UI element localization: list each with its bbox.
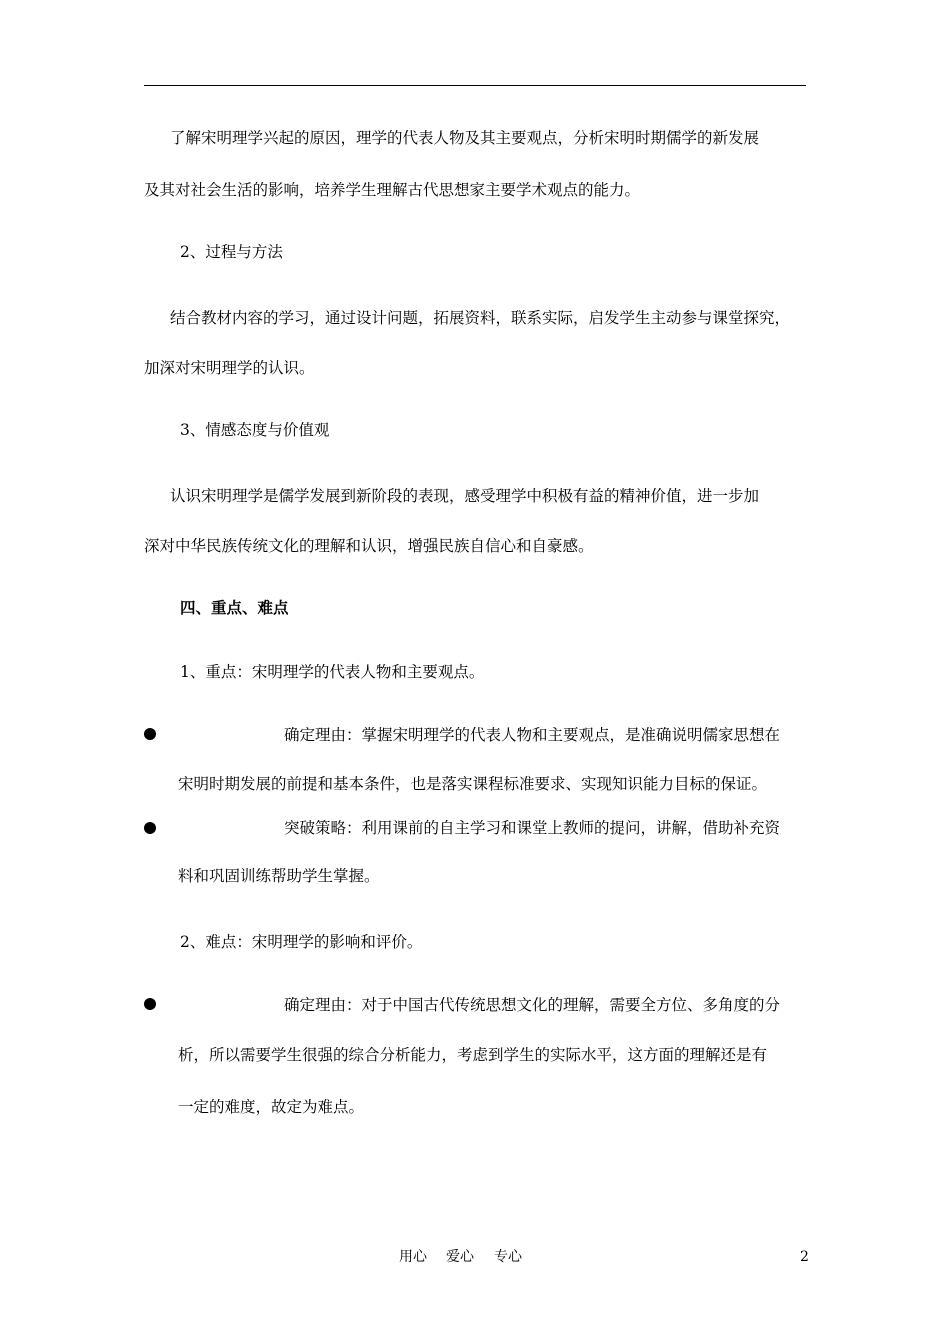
bullet-icon [144, 998, 156, 1010]
objectives-intro-line-2: 及其对社会生活的影响，培养学生理解古代思想家主要学术观点的能力。 [144, 181, 641, 199]
section-heading-key-difficult-points: 四、重点、难点 [180, 598, 289, 617]
difficulty-reason-line-2: 析，所以需要学生很强的综合分析能力，考虑到学生的实际水平，这方面的理解还是有 [178, 1046, 768, 1064]
emotion-values-line-2: 深对中华民族传统文化的理解和认识，增强民族自信心和自豪感。 [144, 537, 594, 555]
process-method-heading: 2、过程与方法 [180, 243, 283, 261]
objectives-intro-line-1: 了解宋明理学兴起的原因，理学的代表人物及其主要观点，分析宋明时期儒学的新发展 [170, 129, 760, 147]
key-point-strategy-line-1: 突破策略：利用课前的自主学习和课堂上教师的提问，讲解，借助补充资 [284, 819, 781, 837]
key-point-reason-line-1: 确定理由：掌握宋明理学的代表人物和主要观点，是准确说明儒家思想在 [284, 726, 781, 744]
key-point-strategy-line-2: 料和巩固训练帮助学生掌握。 [178, 867, 380, 885]
emotion-values-heading: 3、情感态度与价值观 [180, 421, 330, 439]
footer-motto-1: 用心 [399, 1249, 427, 1265]
footer-motto-3: 专心 [494, 1249, 522, 1265]
difficulty-reason-line-3: 一定的难度，故定为难点。 [178, 1098, 365, 1116]
difficulty-heading: 2、难点：宋明理学的影响和评价。 [180, 933, 423, 951]
difficulty-reason-line-1: 确定理由：对于中国古代传统思想文化的理解，需要全方位、多角度的分 [284, 996, 781, 1014]
key-point-reason-line-2: 宋明时期发展的前提和基本条件，也是落实课程标准要求、实现知识能力目标的保证。 [178, 775, 768, 793]
process-method-line-2: 加深对宋明理学的认识。 [144, 359, 315, 377]
emotion-values-line-1: 认识宋明理学是儒学发展到新阶段的表现，感受理学中积极有益的精神价值，进一步加 [170, 487, 760, 505]
header-rule [144, 85, 806, 86]
bullet-icon [144, 822, 156, 834]
page-number: 2 [800, 1249, 809, 1265]
bullet-icon [144, 728, 156, 740]
footer-motto-2: 爱心 [446, 1249, 474, 1265]
key-point-heading: 1、重点：宋明理学的代表人物和主要观点。 [180, 663, 485, 681]
process-method-line-1: 结合教材内容的学习，通过设计问题，拓展资料，联系实际，启发学生主动参与课堂探究， [170, 309, 791, 327]
